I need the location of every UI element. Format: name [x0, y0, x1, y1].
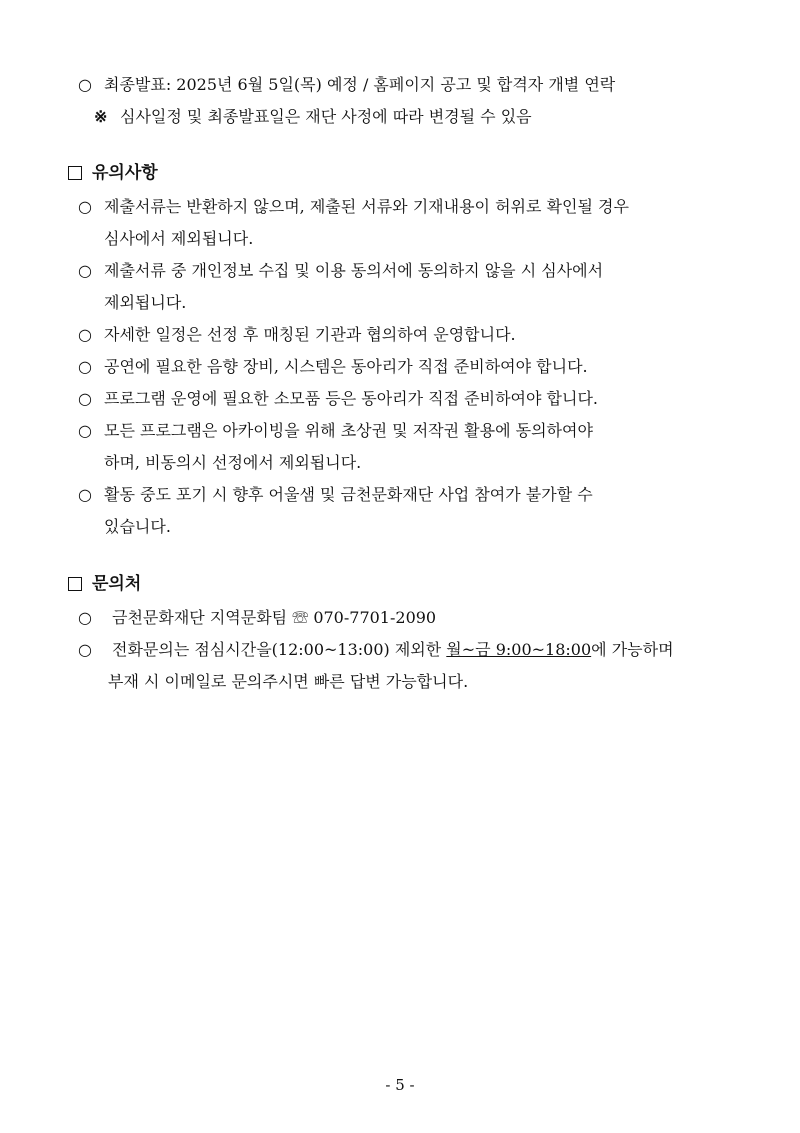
checkbox-square-icon: [68, 577, 82, 591]
circle-bullet: ○: [78, 325, 92, 344]
circle-bullet: ○: [78, 75, 92, 94]
caution-text: 제출서류는 반환하지 않으며, 제출된 서류와 기재내용이 허위로 확인될 경우: [104, 197, 629, 216]
circle-bullet: ○: [78, 357, 92, 376]
notice-mark: ※: [94, 107, 108, 126]
circle-bullet: ○: [78, 640, 92, 659]
caution-item: [78, 356, 588, 378]
caution-text-continued: 있습니다.: [104, 517, 171, 536]
circle-bullet: ○: [78, 608, 92, 627]
circle-bullet: ○: [78, 421, 92, 440]
caution-text-continued: 제외됩니다.: [104, 293, 187, 312]
circle-bullet: ○: [78, 389, 92, 408]
contact-hours-pre: 전화문의는 점심시간을(12:00~13:00) 제외한: [112, 640, 447, 659]
caution-item: [78, 324, 516, 346]
caution-text-continued: 하며, 비동의시 선정에서 제외됩니다.: [104, 453, 362, 472]
caution-text: 프로그램 운영에 필요한 소모품 등은 동아리가 직접 준비하여야 합니다.: [104, 389, 598, 408]
final-announcement-item: [78, 74, 615, 96]
contact-title: 문의처: [92, 574, 142, 594]
circle-bullet: ○: [78, 261, 92, 280]
caution-text: 제출서류 중 개인정보 수집 및 이용 동의서에 동의하지 않을 시 심사에서: [104, 261, 604, 280]
cautions-title: 유의사항: [92, 163, 158, 183]
contact-team-item: [78, 607, 436, 629]
contact-hours-line2: 부재 시 이메일로 문의주시면 빠른 답변 가능합니다.: [108, 672, 469, 691]
phone-icon: ☏: [292, 608, 309, 627]
caution-text-continued: 심사에서 제외됩니다.: [104, 229, 254, 248]
checkbox-square-icon: [68, 166, 82, 180]
contact-hours-post: 에 가능하며: [591, 640, 674, 659]
circle-bullet: ○: [78, 485, 92, 504]
contact-hours-highlight: 월~금 9:00~18:00: [446, 640, 592, 659]
caution-item: [78, 388, 598, 410]
caution-item: [78, 196, 629, 218]
contact-hours-item: [78, 639, 674, 661]
caution-text: 자세한 일정은 선정 후 매칭된 기관과 협의하여 운영합니다.: [104, 325, 516, 344]
schedule-note: [94, 106, 532, 128]
circle-bullet: ○: [78, 197, 92, 216]
caution-item: [78, 484, 593, 506]
contact-phone: 070-7701-2090: [313, 608, 437, 627]
final-announcement-text: 최종발표: 2025년 6월 5일(목) 예정 / 홈페이지 공고 및 합격자 개별 연락: [104, 75, 616, 94]
contact-team: 금천문화재단 지역문화팀: [112, 608, 288, 627]
cautions-heading: [68, 162, 158, 184]
caution-text: 활동 중도 포기 시 향후 어울샘 및 금천문화재단 사업 참여가 불가할 수: [104, 485, 593, 504]
page-number: - 5 -: [385, 1076, 415, 1094]
caution-text: 모든 프로그램은 아카이빙을 위해 초상권 및 저작권 활용에 동의하여야: [104, 421, 593, 440]
contact-heading: [68, 573, 141, 595]
caution-item: [78, 260, 603, 282]
schedule-note-text: 심사일정 및 최종발표일은 재단 사정에 따라 변경될 수 있음: [120, 107, 532, 126]
caution-text: 공연에 필요한 음향 장비, 시스템은 동아리가 직접 준비하여야 합니다.: [104, 357, 588, 376]
caution-item: [78, 420, 593, 442]
